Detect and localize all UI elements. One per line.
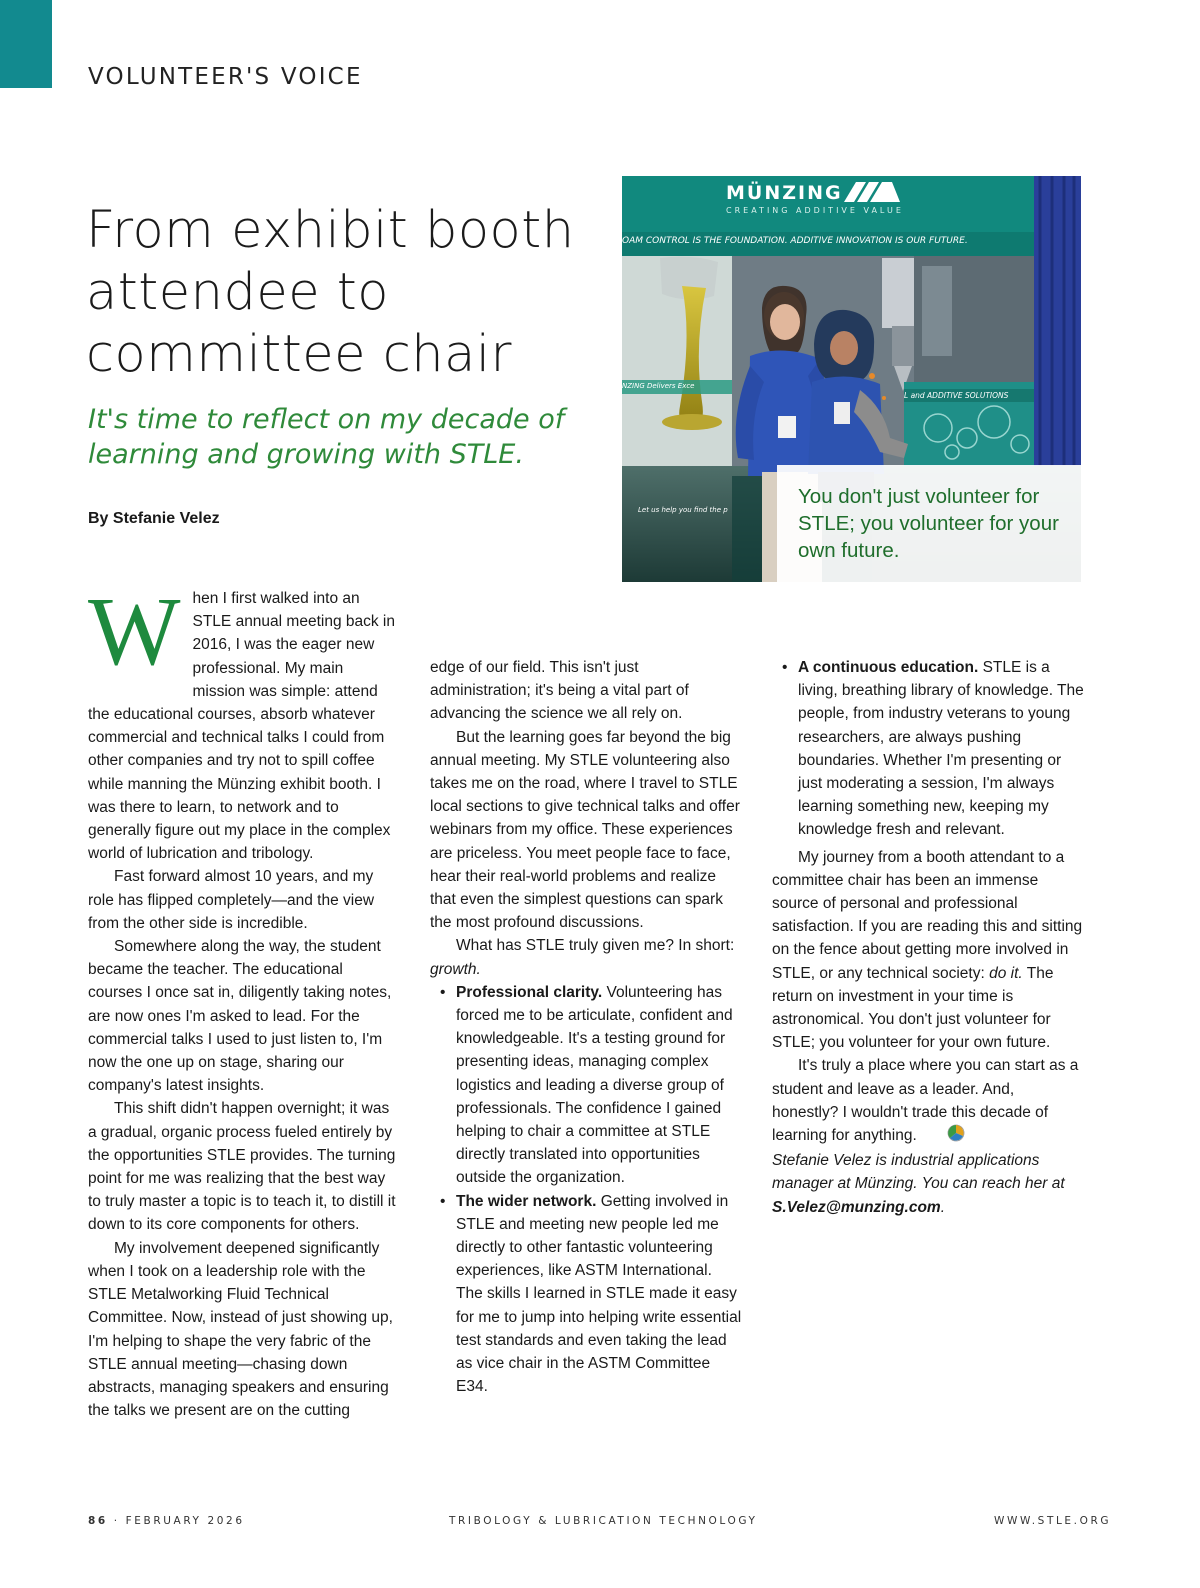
paragraph-9-emphasis: do it. [989, 964, 1023, 982]
bullet-mark: • [782, 659, 788, 676]
article-column-3 [772, 656, 1084, 1219]
bullet-text: Volunteering has forced me to be articulate, confident and knowledgeable. It's a testing ground for presenting ideas, managing complex logistics and leading a diverse group of professionals. The confidence I gained helping to chair a committee at STLE directly translated into opportunities outside the organization. [456, 983, 733, 1187]
article-photo [622, 176, 1081, 582]
author-bio-end: . [940, 1198, 946, 1216]
paragraph-2: Fast forward almost 10 years, and my role has flipped completely—and the view from the other side is incredible. [88, 868, 375, 932]
article-headline: From exhibit booth attendee to committee chair [86, 201, 575, 384]
bullet-wider-network [430, 1190, 742, 1399]
brand-tagline: CREATING ADDITIVE VALUE [726, 206, 904, 215]
author-email-link[interactable]: S.Velez@munzing.com [772, 1198, 941, 1216]
paragraph-1-text: hen I first walked into an STLE annual meeting back in 2016, I was the eager new professional. My main mission was simple: attend the educational courses, absorb whatever commercial and technical talks I could from other companies and try not to spill coffee while manning the Münzing exhibit booth. I was there to learn, to network and to generally figure out my place in the complex world of lubrication and tribology. [88, 590, 395, 863]
paragraph-8-emphasis: growth. [430, 960, 481, 978]
paragraph-8-lead: What has STLE truly given me? In short: [456, 937, 735, 955]
author-bio-text: Stefanie Velez is industrial applications manager at Münzing. You can reach her at [772, 1152, 1065, 1193]
bullet-mark: • [440, 1192, 446, 1210]
bullet-text: STLE is a living, breathing library of knowledge. The people, from industry veterans to young researchers, are always pushing boundaries. Whether I'm presenting or just moderating a session, I'm always learning something new, keeping my knowledge fresh and relevant. [798, 659, 1084, 839]
article-column-1 [88, 578, 400, 1422]
website-link[interactable]: WWW.STLE.ORG [994, 1515, 1112, 1527]
paragraph-8 [430, 934, 742, 980]
bullet-title: Professional clarity. [456, 983, 603, 1001]
article-deck: It's time to reflect on my decade of learning and growing with STLE. [88, 404, 565, 470]
page-number: 86 [88, 1515, 108, 1527]
footer-page-info [88, 1515, 245, 1527]
booth-banner-right: L and ADDITIVE SOLUTIONS [904, 391, 1009, 400]
author-bio [772, 1149, 1084, 1219]
booth-banner-left: NZING Delivers Exce [622, 382, 695, 390]
byline: By Stefanie Velez [88, 510, 220, 527]
paragraph-6: edge of our field. This isn't just administration; it's being a vital part of advancing the science we all rely on. [430, 659, 689, 723]
section-accent-block [0, 0, 52, 88]
bullet-title: The wider network. [456, 1192, 597, 1210]
drop-cap: W [88, 578, 181, 686]
issue-date: FEBRUARY 2026 [125, 1515, 245, 1527]
bullet-professional-clarity [430, 981, 742, 1190]
paragraph-3: Somewhere along the way, the student became the teacher. The educational courses I once sat in, diligently taking notes, are now ones I'm asked to lead. For the commercial talks I used to just listen to, I'm now the one up on stage, sharing our company's latest insights. [88, 938, 392, 1095]
paragraph-7: But the learning goes far beyond the big annual meeting. My STLE volunteering also takes me on the road, where I travel to STLE local sections to give technical talks and offer webinars from my office. These experiences are priceless. You meet people face to face, hear their real-world problems and realize that even the simplest questions can spark the most profound discussions. [430, 728, 740, 932]
bullet-mark: • [440, 983, 446, 1001]
bullet-continuous-education [772, 656, 1084, 842]
brand-name: MÜNZING [726, 182, 843, 204]
footer-separator: · [113, 1515, 120, 1527]
section-label: VOLUNTEER'S VOICE [88, 64, 363, 90]
paragraph-4: This shift didn't happen overnight; it was a gradual, organic process fueled entirely by the opportunities STLE provides. The turning point for me was realizing that the best way to truly master a topic is to teach it, to distill it down to its core components for others. [88, 1100, 396, 1234]
paragraph-9 [772, 846, 1084, 1055]
booth-banner-text: OAM CONTROL IS THE FOUNDATION. ADDITIVE INNOVATION IS OUR FUTURE. [622, 236, 968, 246]
paragraph-9-lead: My journey from a booth attendant to a committee chair has been an immense source of personal and professional satisfaction. If you are reading this and sitting on the fence about getting more involved in STLE, or any technical society: [772, 848, 1083, 982]
bullet-title: A continuous education. [798, 659, 979, 676]
stle-end-mark-icon [921, 1124, 965, 1149]
paragraph-10-text: It's truly a place where you can start as a student and leave as a leader. And, honestly? I wouldn't trade this decade of learning for anything. [772, 1057, 1079, 1145]
bullet-text: Getting involved in STLE and meeting new people led me directly to other fantastic volunteering experiences, like ASTM International. The skills I learned in STLE made it easy for me to jump into helping write essential test standards and even taking the lead as vice chair in the ASTM Committee E34. [456, 1192, 742, 1396]
paragraph-5: My involvement deepened significantly when I took on a leadership role with the STLE Metalworking Fluid Technical Committee. Now, instead of just showing up, I'm helping to shape the very fabric of the STLE annual meeting—chasing down abstracts, managing speakers and ensuring the talks we present are on the cutting [88, 1239, 393, 1420]
publication-name: TRIBOLOGY & LUBRICATION TECHNOLOGY [449, 1515, 758, 1527]
paragraph-9-tail: The return on investment in your time is astronomical. You don't just volunteer for STLE; you volunteer for your own future. [772, 964, 1054, 1052]
pull-quote: You don't just volunteer for STLE; you volunteer for your own future. [777, 465, 1081, 582]
paragraph-intro [88, 578, 400, 865]
booth-banner-help: Let us help you find the p [638, 506, 728, 514]
paragraph-10 [772, 1054, 1084, 1149]
article-column-2 [430, 656, 742, 1399]
